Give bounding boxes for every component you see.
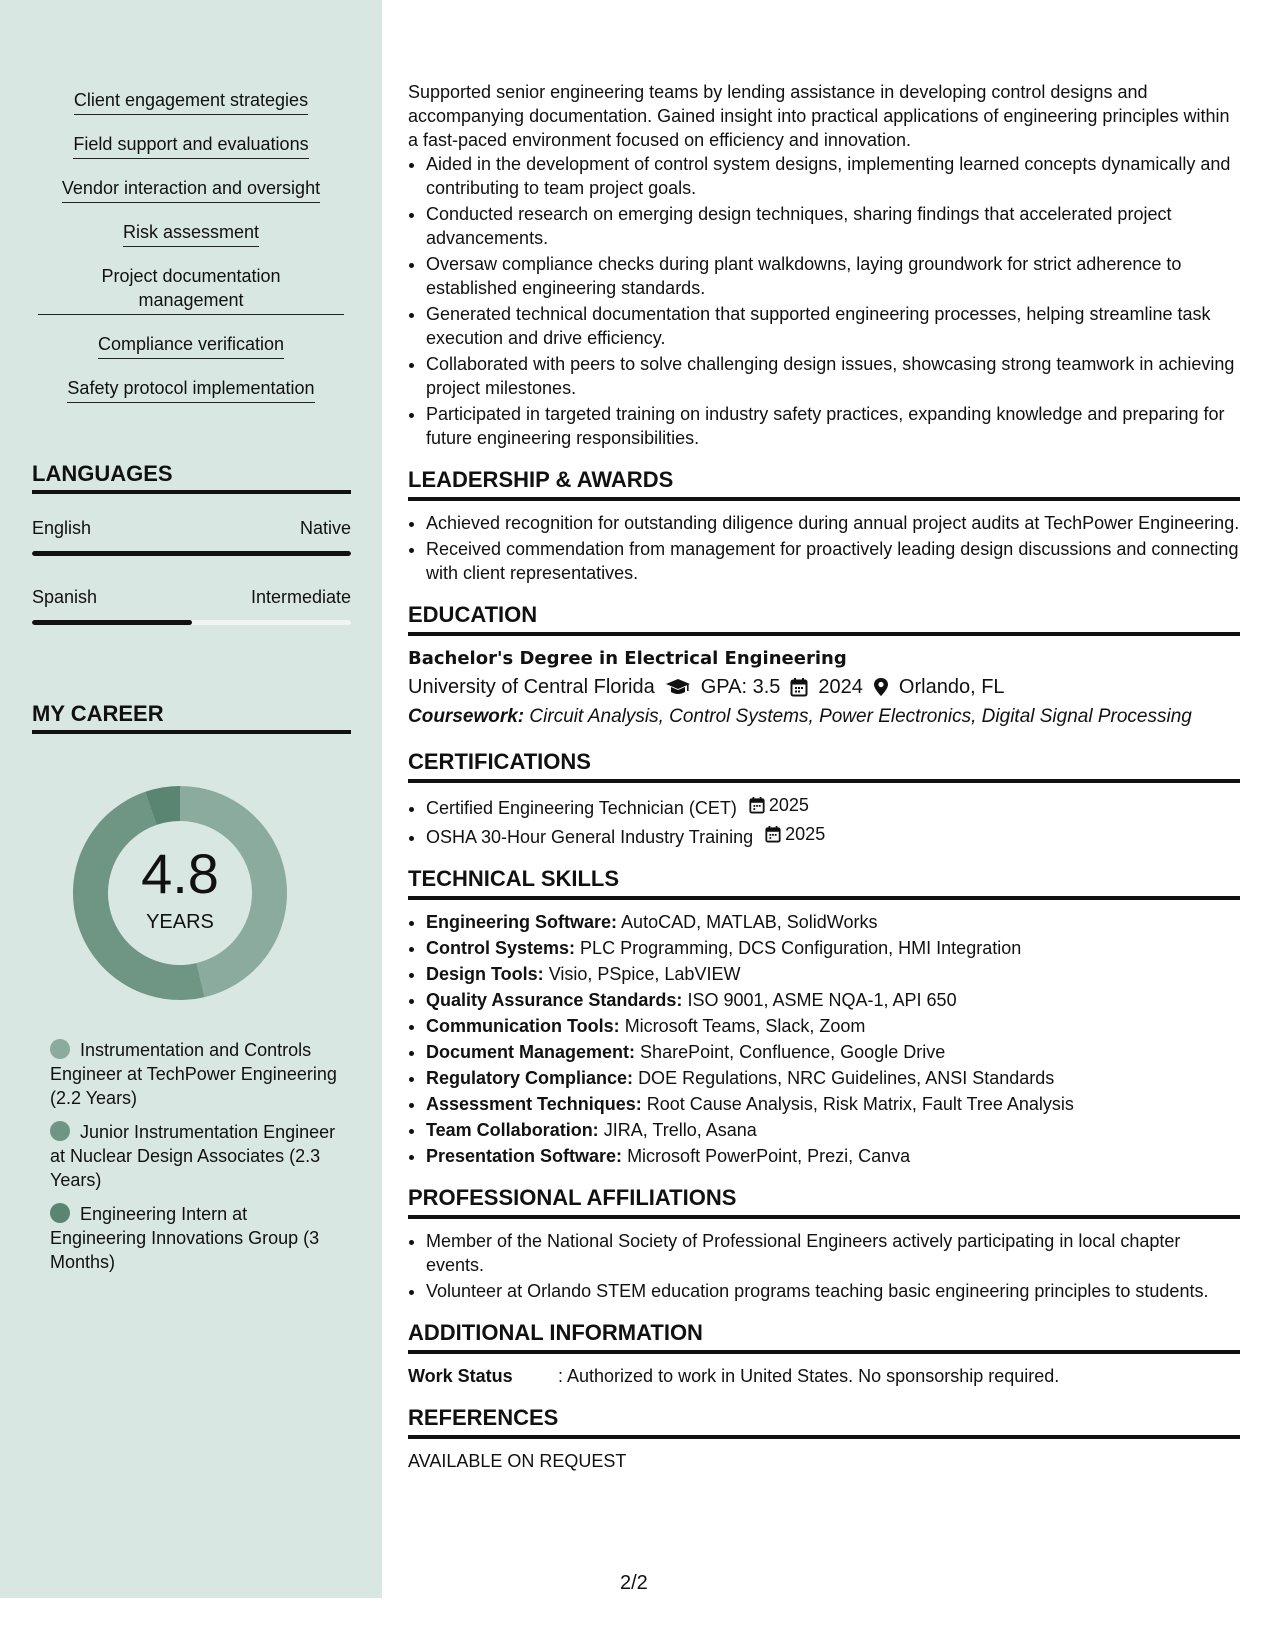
calendar-icon xyxy=(765,825,781,843)
skills-heading: TECHNICAL SKILLS xyxy=(408,865,1240,900)
main-content xyxy=(408,80,1240,1473)
list-item: • Aided in the development of control system designs, implementing learned concepts dynamically and contributing to team project goals. xyxy=(426,152,1240,200)
list-item: • Member of the National Society of Professional Engineers actively participating in local chapter events. xyxy=(426,1229,1240,1277)
work-status-label: Work Status xyxy=(408,1366,513,1386)
list-item: • Communication Tools: Microsoft Teams, Slack, Zoom xyxy=(426,1014,1240,1038)
language-bar xyxy=(32,551,351,556)
references-heading: REFERENCES xyxy=(408,1404,1240,1439)
graduation-cap-icon xyxy=(665,677,691,697)
strength-item: Safety protocol implementation xyxy=(38,376,344,403)
career-heading: MY CAREER xyxy=(32,700,351,734)
language-spanish xyxy=(32,587,351,625)
experience-summary: Supported senior engineering teams by lending assistance in developing control designs and accompanying documentation. Gained insight into practical applications of engineering principles within a fast-paced environment focused on efficiency and innovation. xyxy=(408,82,1230,150)
cert-year: 2025 xyxy=(768,795,809,815)
language-english xyxy=(32,518,351,556)
language-bar xyxy=(32,620,351,625)
work-status-row xyxy=(408,1364,1240,1388)
affiliations-list xyxy=(408,1229,1240,1303)
list-item: • Assessment Techniques: Root Cause Analysis, Risk Matrix, Fault Tree Analysis xyxy=(426,1092,1240,1116)
language-name: English xyxy=(32,518,92,538)
strength-item: Vendor interaction and oversight xyxy=(38,176,344,203)
language-name: Spanish xyxy=(32,587,98,607)
language-bar-fill xyxy=(32,620,192,625)
legend-dot xyxy=(50,1203,70,1223)
list-item: • Regulatory Compliance: DOE Regulations, NRC Guidelines, ANSI Standards xyxy=(426,1066,1240,1090)
calendar-icon xyxy=(749,796,765,814)
sidebar xyxy=(0,0,382,1598)
list-item: • Oversaw compliance checks during plant walkdowns, laying groundwork for strict adherence to established engineering standards. xyxy=(426,252,1240,300)
page-number: 2/2 xyxy=(620,1572,648,1594)
references-text: AVAILABLE ON REQUEST xyxy=(408,1451,627,1471)
list-item: • Control Systems: PLC Programming, DCS Configuration, HMI Integration xyxy=(426,936,1240,960)
languages-heading: LANGUAGES xyxy=(32,460,351,494)
skills-list xyxy=(408,910,1240,1168)
language-bar-fill xyxy=(32,551,351,556)
graduation-year: 2024 xyxy=(818,676,863,698)
strengths-list xyxy=(38,88,344,420)
location-pin-icon xyxy=(873,677,889,697)
list-item: • Conducted research on emerging design techniques, sharing findings that accelerated project advancements. xyxy=(426,202,1240,250)
career-total: 4.8 xyxy=(141,842,219,905)
list-item: • Collaborated with peers to solve challenging design issues, showcasing strong teamwork in achieving project milestones. xyxy=(426,352,1240,400)
strength-item: Field support and evaluations xyxy=(38,132,344,159)
career-donut-chart xyxy=(65,778,295,1008)
career-unit: YEARS xyxy=(146,911,214,933)
list-item: • Achieved recognition for outstanding diligence during annual project audits at TechPower Engineering. xyxy=(426,511,1240,535)
career-legend-item: Engineering Intern at Engineering Innovations Group (3 Months) xyxy=(50,1204,320,1272)
list-item: • Team Collaboration: JIRA, Trello, Asana xyxy=(426,1118,1240,1142)
certifications-heading: CERTIFICATIONS xyxy=(408,748,1240,783)
career-legend-item: Instrumentation and Controls Engineer at TechPower Engineering (2.2 Years) xyxy=(50,1040,337,1108)
certifications-list xyxy=(408,793,1240,849)
gpa: GPA: 3.5 xyxy=(700,676,781,698)
list-item: • Presentation Software: Microsoft PowerPoint, Prezi, Canva xyxy=(426,1144,1240,1168)
education-heading: EDUCATION xyxy=(408,601,1240,636)
leadership-list xyxy=(408,511,1240,585)
strength-item: Project documentation management xyxy=(38,264,344,315)
list-item: • Generated technical documentation that supported engineering processes, helping streamline task execution and drive efficiency. xyxy=(426,302,1240,350)
cert-year: 2025 xyxy=(785,824,826,844)
additional-info-heading: ADDITIONAL INFORMATION xyxy=(408,1319,1240,1354)
list-item: • Received commendation from management for proactively leading design discussions and connecting with client representatives. xyxy=(426,537,1240,585)
list-item: • Engineering Software: AutoCAD, MATLAB, SolidWorks xyxy=(426,910,1240,934)
language-level: Intermediate xyxy=(250,587,351,607)
leadership-heading: LEADERSHIP & AWARDS xyxy=(408,466,1240,501)
list-item: • OSHA 30-Hour General Industry Training 2025 xyxy=(426,822,1240,849)
strength-item: Client engagement strategies xyxy=(38,88,344,115)
list-item: • Document Management: SharePoint, Confluence, Google Drive xyxy=(426,1040,1240,1064)
degree-title: Bachelor's Degree in Electrical Engineering xyxy=(408,648,847,669)
coursework: Coursework: Circuit Analysis, Control Systems, Power Electronics, Digital Signal Processing xyxy=(408,706,1192,727)
strength-item: Compliance verification xyxy=(38,332,344,359)
school-name: University of Central Florida xyxy=(408,676,655,698)
list-item: • Quality Assurance Standards: ISO 9001, ASME NQA-1, API 650 xyxy=(426,988,1240,1012)
calendar-icon xyxy=(790,677,808,697)
work-status-value: : Authorized to work in United States. No sponsorship required. xyxy=(558,1366,1060,1386)
strength-item: Risk assessment xyxy=(38,220,344,247)
education-details xyxy=(408,672,1240,702)
school-location: Orlando, FL xyxy=(898,676,1005,698)
list-item: • Design Tools: Visio, PSpice, LabVIEW xyxy=(426,962,1240,986)
legend-dot xyxy=(50,1039,70,1059)
affiliations-heading: PROFESSIONAL AFFILIATIONS xyxy=(408,1184,1240,1219)
career-legend-item: Junior Instrumentation Engineer at Nuclear Design Associates (2.3 Years) xyxy=(50,1122,336,1190)
coursework-label: Coursework: xyxy=(408,706,525,727)
language-level: Native xyxy=(299,518,351,538)
list-item: • Participated in targeted training on industry safety practices, expanding knowledge and preparing for future engineering responsibilities. xyxy=(426,402,1240,450)
experience-bullets xyxy=(408,152,1240,450)
list-item: • Certified Engineering Technician (CET) 2025 xyxy=(426,793,1240,820)
legend-dot xyxy=(50,1121,70,1141)
career-legend xyxy=(50,1038,340,1284)
list-item: • Volunteer at Orlando STEM education programs teaching basic engineering principles to students. xyxy=(426,1279,1240,1303)
